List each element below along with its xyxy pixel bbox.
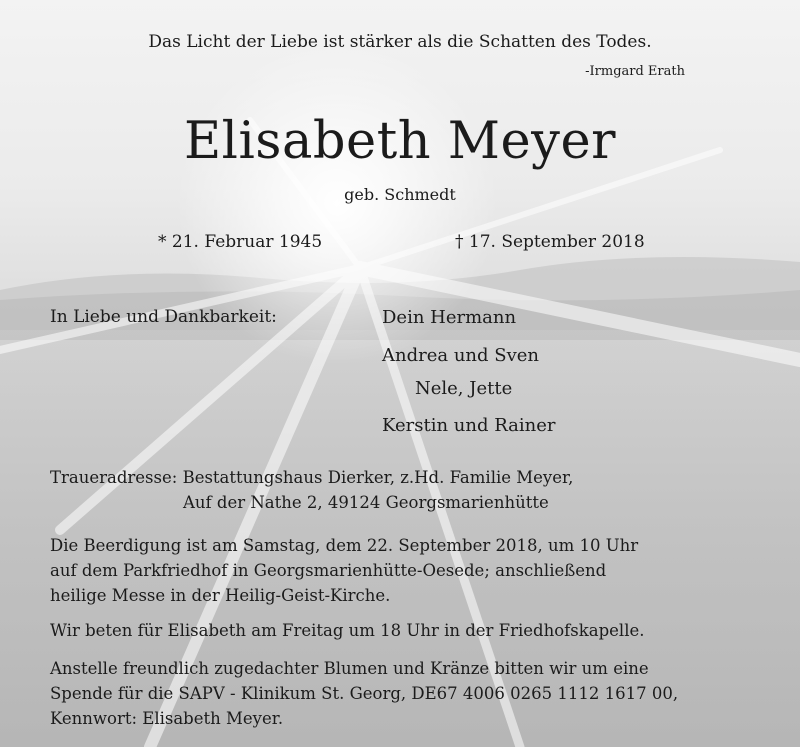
mourning-address-line: Traueradresse: Bestattungshaus Dierker, z.Hd. Familie Meyer, [50,468,574,487]
donation-line: Spende für die SAPV - Klinikum St. Georg, DE67 4006 0265 1112 1617 00, [50,684,679,703]
funeral-line: auf dem Parkfriedhof in Georgsmarienhütte-Oesede; anschließend [50,561,607,580]
donation-line: Kennwort: Elisabeth Meyer. [50,709,284,728]
mourner-name: Nele, Jette [415,378,513,399]
mourner-name: Andrea und Sven [382,345,539,366]
funeral-details [50,533,770,608]
death-date: † 17. September 2018 [455,232,645,252]
quote-author: -Irmgard Erath [585,64,685,79]
funeral-line: heilige Messe in der Heilig-Geist-Kirche. [50,586,391,605]
mourning-address-line: Auf der Nathe 2, 49124 Georgsmarienhütte [183,493,549,512]
mourners-intro: In Liebe und Dankbarkeit: [50,307,277,327]
prayer-notice: Wir beten für Elisabeth am Freitag um 18 Uhr in der Friedhofskapelle. [50,621,645,640]
donation-line: Anstelle freundlich zugedachter Blumen und Kränze bitten wir um eine [50,659,649,678]
quote-text: Das Licht der Liebe ist stärker als die Schatten des Todes. [148,32,652,52]
mourner-name: Kerstin und Rainer [382,415,556,436]
birth-name: geb. Schmedt [344,185,456,204]
funeral-line: Die Beerdigung ist am Samstag, dem 22. September 2018, um 10 Uhr [50,536,639,555]
birth-date: * 21. Februar 1945 [158,232,323,252]
donation-request [50,656,770,731]
mourner-name: Dein Hermann [382,307,517,328]
deceased-name: Elisabeth Meyer [183,112,617,171]
